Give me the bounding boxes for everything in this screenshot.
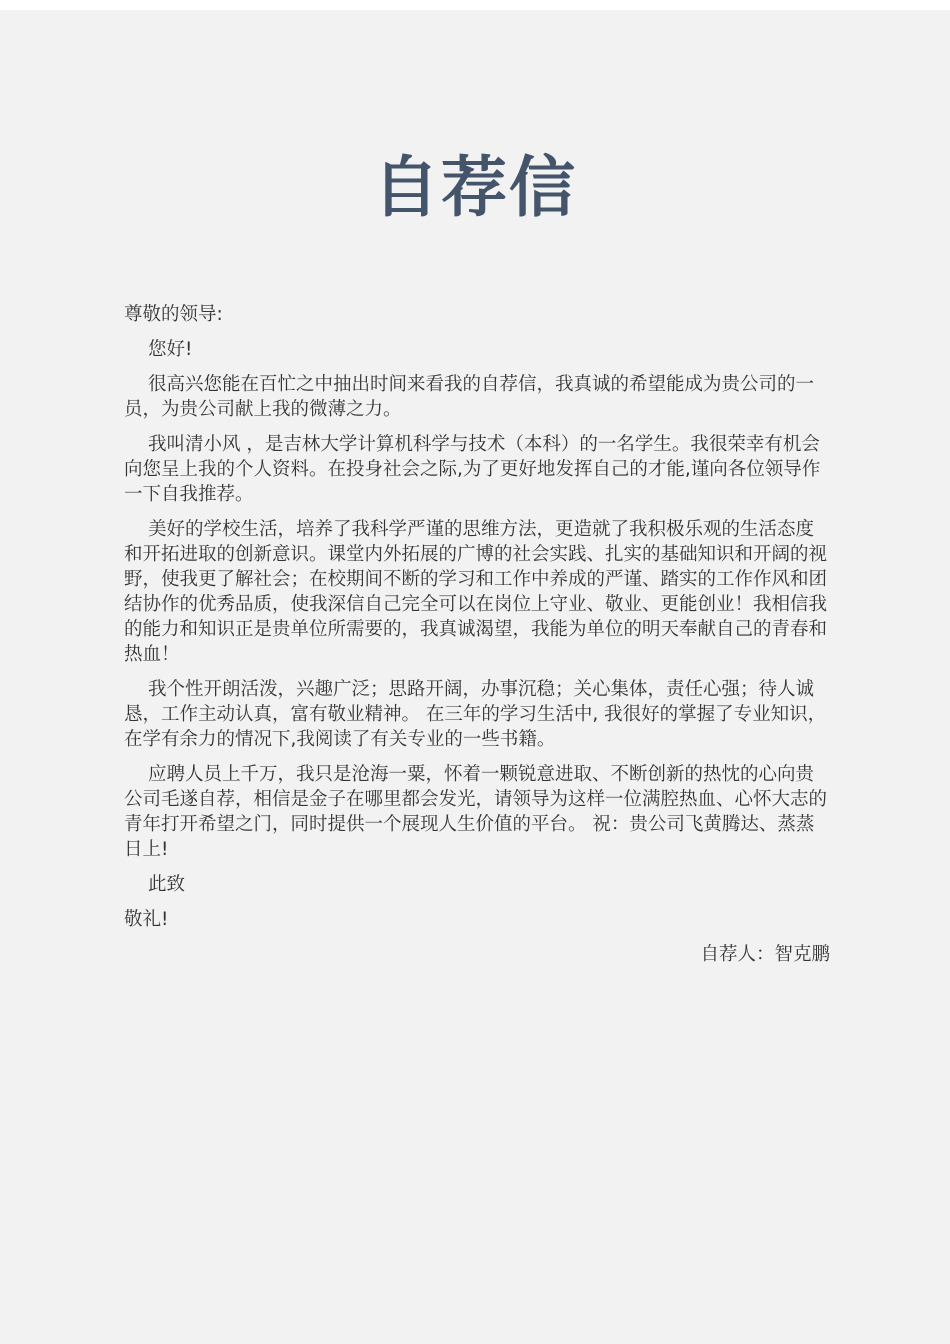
closing: 此致: [148, 874, 186, 895]
paragraph-4: 我个性开朗活泼，兴趣广泛；思路开阔，办事沉稳；关心集体，责任心强；待人诚恳，工作主动认真，富有敬业精神。 在三年的学习生活中, 我很好的掌握了专业知识，在学有余力的情况下,我阅读了有关专业的一些书籍。: [124, 679, 827, 750]
paragraph-5: 应聘人员上千万，我只是沧海一粟，怀着一颗锐意进取、不断创新的热忱的心向贵公司毛遂自荐，相信是金子在哪里都会发光，请领导为这样一位满腔热血、心怀大志的青年打开希望之门，同时提供一个展现人生价值的平台。 祝：贵公司飞黄腾达、蒸蒸日上!: [124, 764, 828, 860]
paragraph-1: 很高兴您能在百忙之中抽出时间来看我的自荐信，我真诚的希望能成为贵公司的一员，为贵公司献上我的微薄之力。: [124, 374, 815, 420]
regards: 敬礼!: [124, 909, 169, 930]
greeting: 您好!: [148, 339, 193, 360]
salutation: 尊敬的领导:: [124, 304, 223, 325]
document-title: 自荐信: [373, 149, 577, 226]
letter-body: [124, 302, 830, 977]
document-page: [0, 10, 950, 1344]
paragraph-3: 美好的学校生活，培养了我科学严谨的思维方法，更造就了我积极乐观的生活态度和开拓进取的创新意识。课堂内外拓展的广博的社会实践、扎实的基础知识和开阔的视野，使我更了解社会；在校期间不断的学习和工作中养成的严谨、踏实的工作作风和团结协作的优秀品质，使我深信自己完全可以在岗位上守业、敬业、更能创业！我相信我的能力和知识正是贵单位所需要的，我真诚渴望，我能为单位的明天奉献自己的青春和热血！: [124, 519, 828, 665]
paragraph-2: 我叫清小风 ，是吉林大学计算机科学与技术（本科）的一名学生。我很荣幸有机会向您呈上我的个人资料。在投身社会之际,为了更好地发挥自己的才能,谨向各位领导作一下自我推荐。: [124, 434, 821, 505]
signature: 自荐人：智克鹏: [700, 944, 830, 965]
